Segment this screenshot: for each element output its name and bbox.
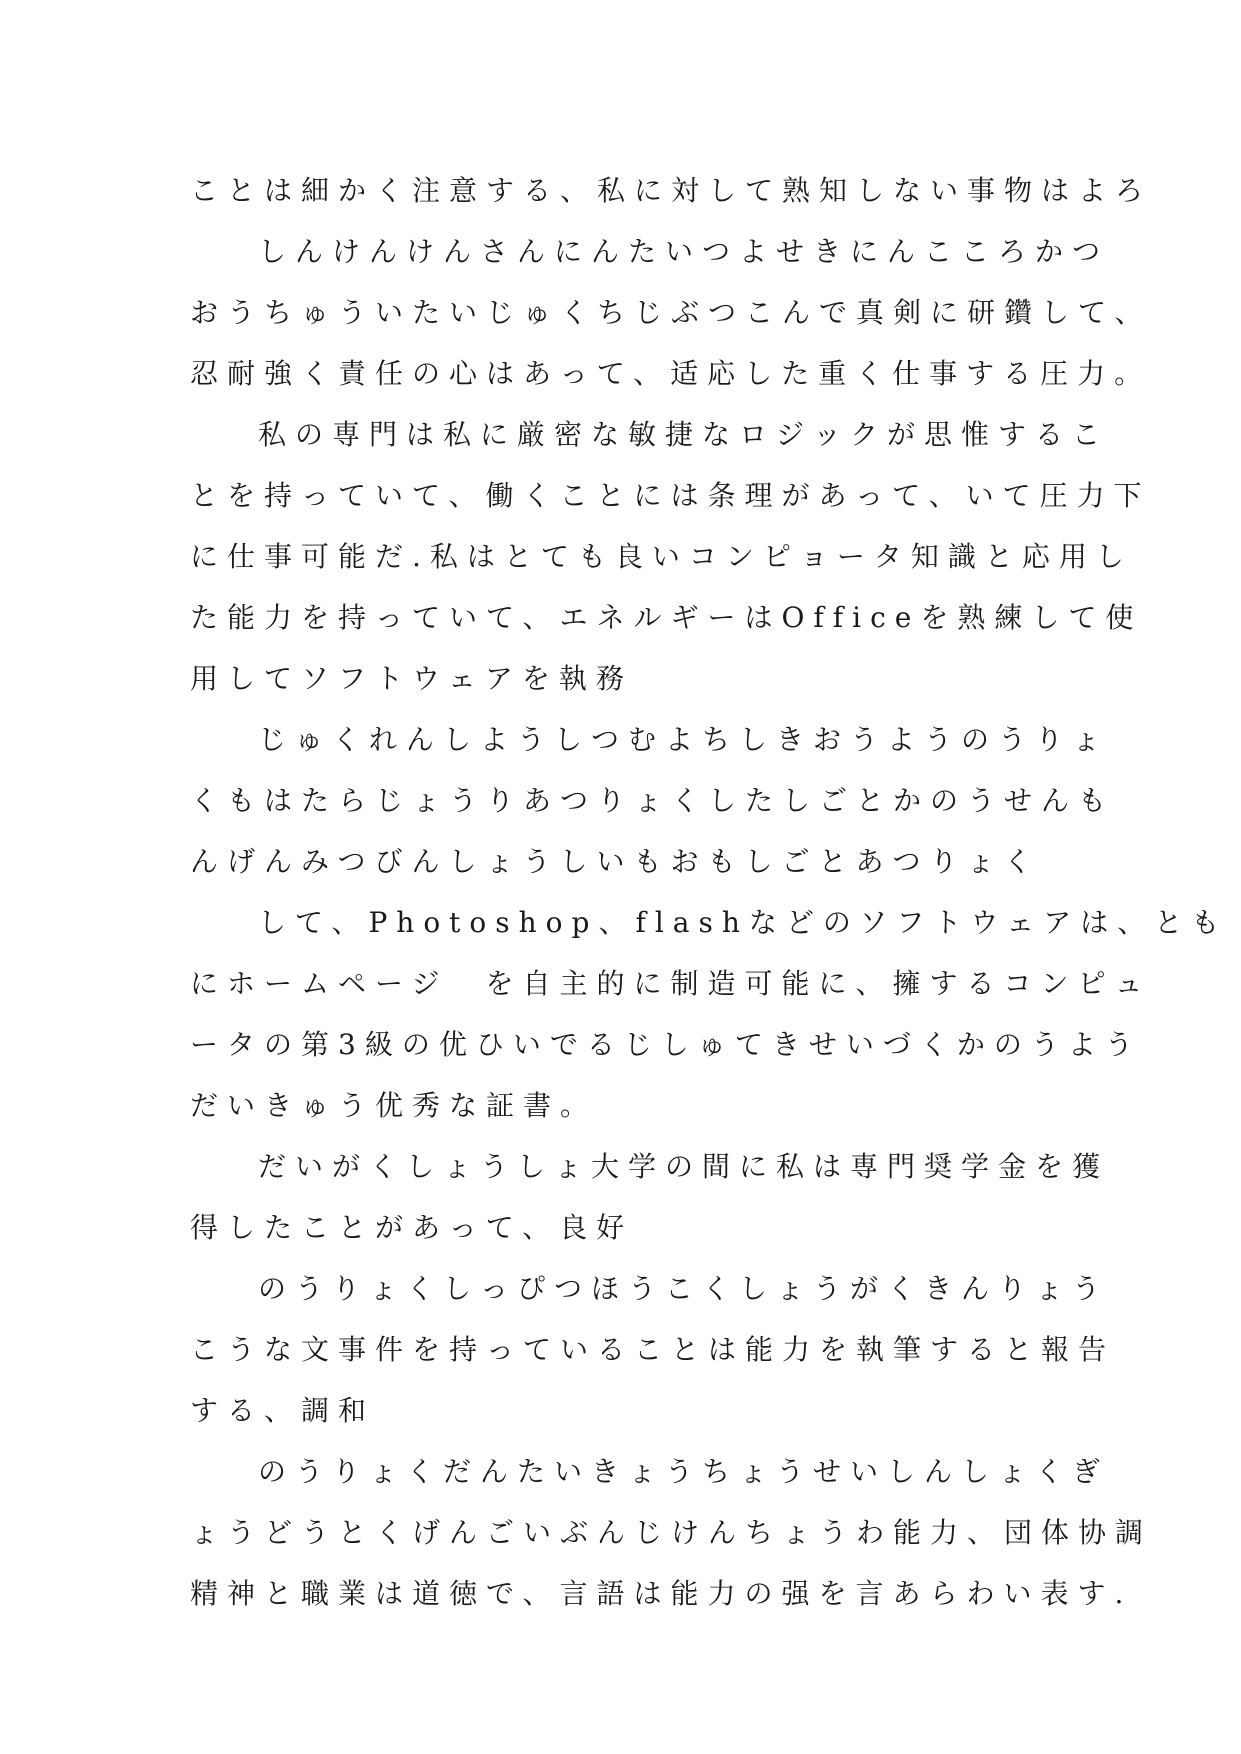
text-line: た能力を持っていて、エネルギーはOfficeを熟練して使 — [190, 601, 1143, 634]
body-text — [190, 160, 1229, 1624]
text-line: ょうどうとくげんごいぶんじけんちょうわ能力、団体协調 — [190, 1516, 1153, 1549]
text-line: に仕事可能だ.私はとても良いコンピョータ知識と応用し — [190, 540, 1133, 573]
text-line: ことは細かく注意する、私に対して熟知しない事物はよろ — [190, 174, 1153, 207]
text-line: 精神と職業は道徳で、言語は能力の强を言あらわい表す. — [190, 1577, 1133, 1610]
text-line: する、調和 — [190, 1394, 376, 1427]
text-line: とを持っていて、働くことには条理があって、いて圧力下 — [190, 479, 1151, 512]
text-line: こうな文事件を持っていることは能力を執筆すると報告 — [190, 1333, 1116, 1366]
text-line: んげんみつびんしょうしいもおもしごとあつりょく — [190, 845, 1041, 878]
text-line: 用してソフトウェアを執務 — [190, 662, 633, 695]
text-line: じゅくれんしようしつむよちしきおうようのうりょ — [258, 723, 1110, 756]
text-line: くもはたらじょうりあつりょくしたしごとかのうせんも — [190, 784, 1116, 817]
text-line: にホームページ を自主的に制造可能に、擁するコンピュ — [190, 967, 1152, 1000]
text-line: ータの第3級の优ひいでるじしゅてきせいづくかのうよう — [190, 1028, 1142, 1061]
text-line: のうりょくだんたいきょうちょうせいしんしょくぎ — [258, 1455, 1110, 1488]
text-line: しんけんけんさんにんたいつよせきにんこころかつ — [258, 235, 1110, 268]
text-line: おうちゅういたいじゅくちじぶつこんで真剣に研鑽して、 — [190, 296, 1152, 329]
text-line: 得したことがあって、良好 — [190, 1211, 634, 1244]
text-line: 忍耐強く責任の心はあって、适応した重く仕事する圧力。 — [190, 357, 1152, 390]
text-line: して、Photoshop、flashなどのソフトウェアは、とも — [258, 906, 1229, 939]
text-line: のうりょくしっぴつほうこくしょうがくきんりょう — [258, 1272, 1110, 1305]
text-line: 私の専門は私に厳密な敏捷なロジックが思惟するこ — [258, 418, 1110, 451]
text-line: だいがくしょうしょ大学の間に私は専門奨学金を獲 — [258, 1150, 1110, 1183]
text-line: だいきゅう优秀な証書。 — [190, 1089, 598, 1122]
